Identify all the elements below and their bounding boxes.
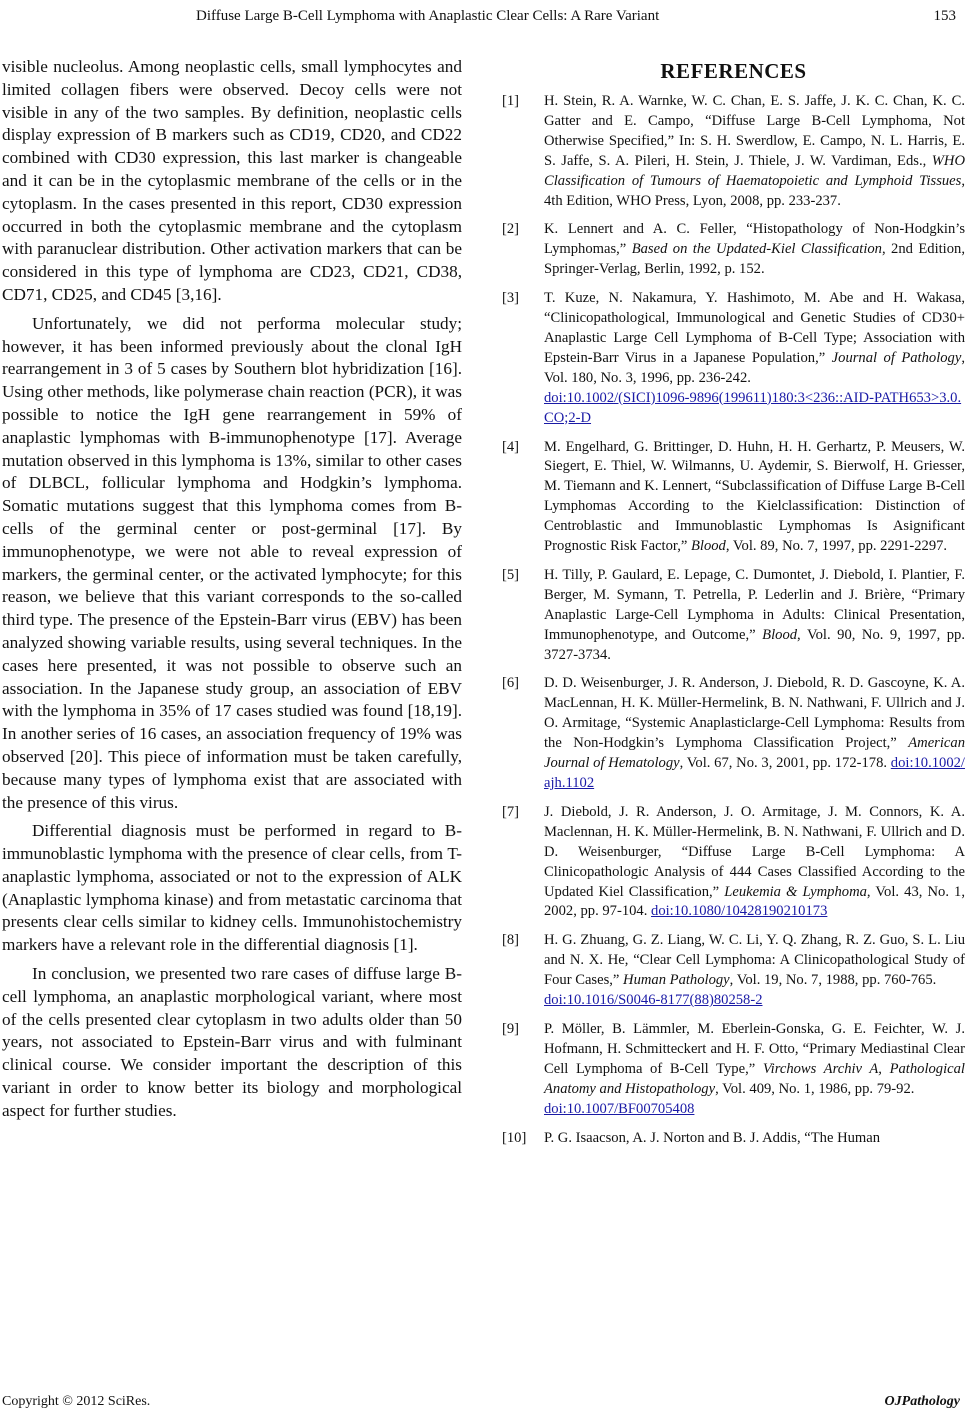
reference-entry [502,674,965,793]
reference-text [544,92,965,211]
body-paragraph: Differential diagnosis must be performed in regard to B-immunoblastic lymphoma with the presence of clear cells, from T-anaplastic lymphoma, associated or not to the expression of ALK (Anaplastic lymphoma kinase) and from metastatic carcinoma that presents clear cells similar to kidney cells. Immunohistochemistry markers have a relevant role in the differential diagnosis [1]. [2,821,462,955]
reference-number: [1] [502,93,520,109]
reference-authors-title: P. G. Isaacson, A. J. Norton and B. J. Addis, “The Human [544,1129,881,1146]
reference-number: [2] [502,221,520,238]
reference-source: Blood [762,626,798,643]
reference-entry [502,566,965,666]
reference-authors-title: H. Tilly, P. Gaulard, E. Lepage, C. Dumontet, J. Diebold, I. Plantier, F. Berger, M. Symann, T. Petrella, P. Lederlin and J. Brière, “Primary Anaplastic Large-Cell Lymphoma in Adults: Clinical Presentation, Immunophenotype, and Outcome,” [544,566,965,643]
reference-details: , 4th Edition, WHO Press, Lyon, 2008, pp. 233-237. [544,172,965,209]
reference-text [544,1020,965,1120]
reference-number: [8] [502,932,520,949]
reference-authors-title: P. Möller, B. Lämmler, M. Eberlein-Gonska, G. E. Feichter, W. J. Hofmann, H. Schmitteckert and H. F. Otto, “Primary Mediastinal Clear Cell Lymphoma of B-Cell Type,” [544,1020,965,1077]
reference-text [544,931,965,1011]
reference-doi-link[interactable]: doi:10.1002/ajh.1102 [544,755,965,791]
reference-entry [502,1129,965,1149]
reference-source: Leukemia & Lymphoma [724,883,867,900]
references-heading: REFERENCES [660,59,807,83]
body-paragraph: visible nucleolus. Among neoplastic cells, small lymphocytes and limited collagen fibers were observed. Decoy cells were not visible in any of the two samples. By definition, neoplastic cells display expression of B markers such as CD19, CD20, and CD22 combined with CD30 expression, this last marker is changeable and it can be in the cytoplasmic membrane of the cells or in the cytoplasm. In the cases presented in this report, CD30 expression occurred in both the cytoplasmic membrane and the cytoplasm with paranuclear distribution. Other activation markers that can be considered in this type of lymphoma are CD23, CD21, CD38, CD71, CD25, and CD45 [3,16]. [2,57,462,304]
running-header [0,8,968,30]
reference-source: Blood [690,538,726,555]
reference-text [544,220,965,280]
reference-entry [502,803,965,922]
reference-text [544,438,965,557]
body-paragraph: Unfortunately, we did not performa molecular study; however, it has been informed previously about the clonal IgH rearrangement in 3 of 5 cases by Southern blot hybridization [16]. Using other methods, like polymerase chain reaction (PCR), it was possible to notice the IgH gene rearrangement in 59% of anaplastic lymphomas with B-immunophenotype [17]. Average mutation observed in this lymphoma is 13%, similar to other cases of DLBCL, follicular lymphoma and Hodgkin’s lymphoma. Somatic mutations suggest that this lymphoma comes from B-cells of the germinal center or post-germinal [17]. By immunophenotype, we were not able to reveal expression of markers, the germinal center, or the activated lymphocyte; for this reason, we believe that this variant corresponds to the so-called third type. The presence of the Epstein-Barr virus (EBV) has been analyzed showing variable results, using several techniques. In the cases here presented, it was not possible to observe such an association. In the Japanese study group, an association of EBV with the lymphoma in 35% of 17 cases studied was found [18,19]. In another series of 16 cases, an association frequency of 19% was observed [20]. This piece of information must be taken carefully, because many types of lymphoma exist that are associated with the presence of this virus. [2,313,462,812]
references-column [502,56,965,1157]
reference-authors-title: J. Diebold, J. R. Anderson, J. O. Armitage, J. M. Connors, K. A. Maclennan, H. K. Müller-Hermelink, B. N. Nathwani, F. Ullrich and D. D. Weisenburger, “Diffuse Large B-Cell Lymphoma: A Clinicopathologic Analysis of 444 Cases Classified According to the Updated Kiel Classification,” [544,803,965,900]
reference-entry [502,1020,965,1120]
reference-authors-title: K. Lennert and A. C. Feller, “Histopathology of Non-Hodgkin’s Lymphomas,” [544,221,965,258]
reference-details: , Vol. 19, No. 7, 1988, pp. 760-765. [729,972,937,989]
page-number: 153 [933,8,956,24]
reference-text [544,803,965,922]
reference-authors-title: H. Stein, R. A. Warnke, W. C. Chan, E. S. Jaffe, J. K. C. Chan, K. C. Gatter and E. Campo, “Diffuse Large B-Cell Lymphoma, Not Otherwise Specified,” In: S. H. Swerdlow, E. Campo, N. L. Harris, E. S. Jaffe, S. A. Pileri, H. Stein, J. Thiele, J. W. Vardiman, Eds., [544,93,965,169]
reference-doi-link[interactable]: doi:10.1007/BF00705408 [544,1100,695,1117]
reference-source: Human Pathology [623,972,730,989]
reference-entry [502,438,965,557]
reference-number: [6] [502,675,520,692]
reference-authors-title: T. Kuze, N. Nakamura, Y. Hashimoto, M. Abe and H. Wakasa, “Clinicopathological, Immunological and Genetic Studies of CD30+ Anaplastic Large Cell Lymphoma of B-Cell Type; Association with Epstein-Barr Virus in a Japanese Population,” [544,290,965,366]
reference-doi-link[interactable]: doi:10.1016/S0046-8177(88)80258-2 [544,992,763,1009]
reference-text [544,674,965,793]
reference-text [544,1129,965,1149]
reference-details: , Vol. 90, No. 9, 1997, pp. 3727-3734. [544,626,966,663]
reference-entry [502,220,965,280]
reference-entry [502,931,965,1011]
reference-number: [5] [502,566,520,583]
reference-details: , Vol. 43, No. 1, 2002, pp. 97-104. [544,883,966,920]
reference-doi-link[interactable]: doi:10.1002/(SICI)1096-9896(199611)180:3<236::AID-PATH653>3.0.CO;2-D [544,389,962,426]
body-text-column [2,56,462,1129]
journal-name: OJPathology [884,1394,960,1409]
reference-authors-title: D. D. Weisenburger, J. R. Anderson, J. Diebold, R. D. Gascoyne, K. A. MacLennan, H. K. Müller-Hermelink, B. N. Nathwani, F. Ullrich and J. O. Armitage, “Systemic Anaplasticlarge-Cell Lymphoma: Results from the Non-Hodgkin’s Lymphoma Classification Project,” [544,675,965,752]
reference-entry [502,92,965,211]
reference-details: , Vol. 89, No. 7, 1997, pp. 2291-2297. [725,538,948,555]
reference-text [544,566,965,666]
reference-details: , Vol. 67, No. 3, 2001, pp. 172-178. [679,755,891,772]
reference-number: [9] [502,1020,520,1037]
reference-authors-title: M. Engelhard, G. Brittinger, D. Huhn, H. H. Gerhartz, P. Meusers, W. Siegert, E. Thiel, W. Wilmanns, U. Aydemir, S. Bierwolf, H. Griesser, M. Tiemann and K. Lennert, “Subclassification of Diffuse Large B-Cell Lymphomas According to the Kielclassification: Distinction of Centroblastic and Immunoblastic Lymphomas Is Asignificant Prognostic Risk Factor,” [544,438,965,555]
copyright-notice: Copyright © 2012 SciRes. [2,1394,151,1409]
reference-details: , Vol. 180, No. 3, 1996, pp. 236-242. [544,349,965,386]
page-footer [0,1394,968,1414]
reference-source: Journal of Pathology [831,349,962,366]
running-title: Diffuse Large B-Cell Lymphoma with Anaplastic Clear Cells: A Rare Variant [196,8,660,24]
reference-entry [502,289,965,428]
reference-source: WHO Classification of Tumours of Haematopoietic and Lymphoid Tissues [544,152,965,189]
reference-source: Virchows Archiv A, Pathological Anatomy and Histopathology [544,1060,965,1097]
reference-number: [3] [502,290,520,307]
body-paragraph: In conclusion, we presented two rare cases of diffuse large B-cell lymphoma, an anaplastic morphological variant, where most of the cells presented clear cytoplasm in two adults older than 50 years, not associated to Epstein-Barr virus and with fulminant clinical course. We consider important the description of this variant in order to know better its biology and morphological aspect for further studies. [2,964,462,1120]
reference-authors-title: H. G. Zhuang, G. Z. Liang, W. C. Li, Y. Q. Zhang, R. Z. Guo, S. L. Liu and N. X. He, “Clear Cell Lymphoma: A Clinicopathological Study of Four Cases,” [544,932,965,989]
reference-number: [10] [502,1129,527,1146]
reference-details: , Vol. 409, No. 1, 1986, pp. 79-92. [715,1080,915,1097]
reference-details: , 2nd Edition, Springer-Verlag, Berlin, 1992, p. 152. [544,241,965,278]
reference-source: Based on the Updated-Kiel Classification [631,241,882,258]
reference-source: American Journal of Hematology [544,735,965,772]
reference-doi-link[interactable]: doi:10.1080/10428190210173 [651,903,828,920]
reference-list [502,92,965,1148]
reference-number: [4] [502,438,520,455]
reference-number: [7] [502,803,520,820]
reference-text [544,289,965,428]
